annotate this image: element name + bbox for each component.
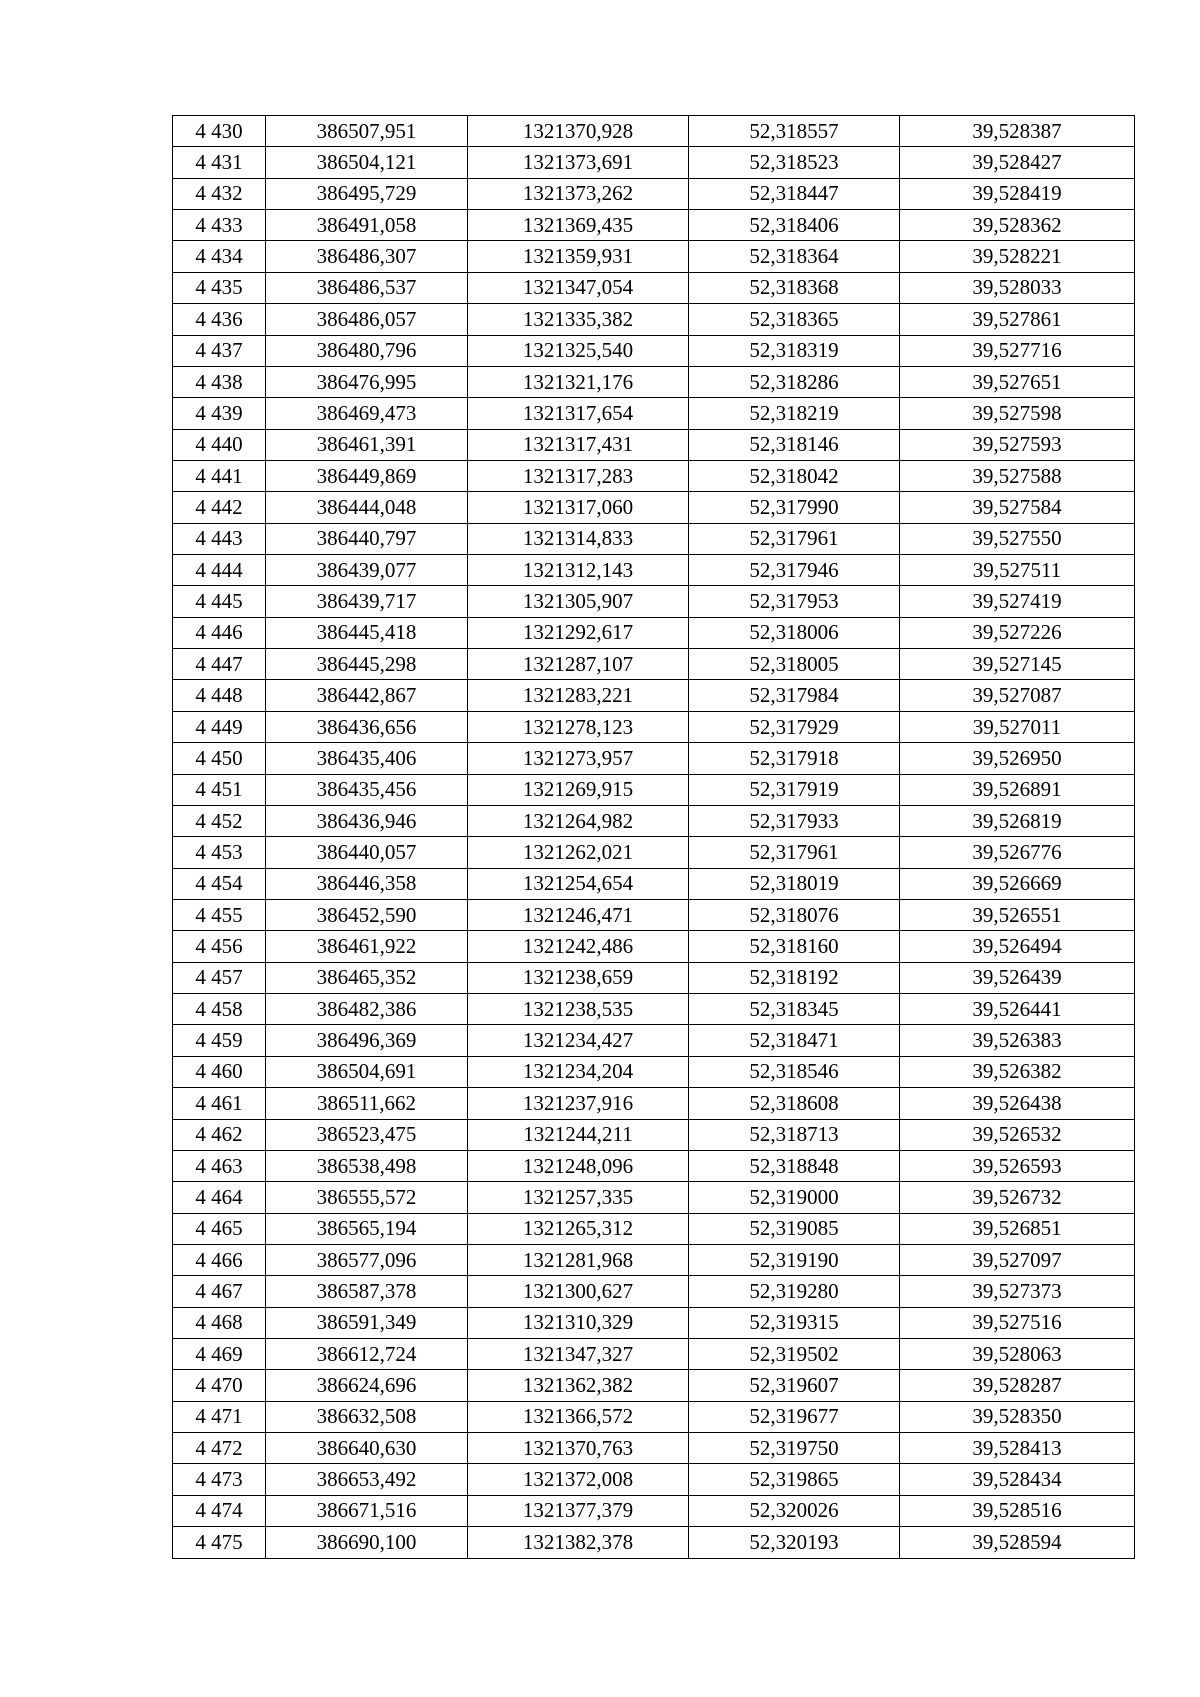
point-number-cell: 4 441 [173, 460, 266, 491]
y-coordinate-cell: 1321287,107 [468, 649, 689, 680]
latitude-cell: 52,318364 [689, 241, 900, 272]
point-number-cell: 4 457 [173, 962, 266, 993]
x-coordinate-cell: 386486,307 [266, 241, 468, 272]
longitude-cell: 39,527145 [900, 649, 1135, 680]
x-coordinate-cell: 386445,418 [266, 617, 468, 648]
point-number-cell: 4 474 [173, 1495, 266, 1526]
longitude-cell: 39,526441 [900, 994, 1135, 1025]
y-coordinate-cell: 1321369,435 [468, 210, 689, 241]
y-coordinate-cell: 1321265,312 [468, 1213, 689, 1244]
y-coordinate-cell: 1321269,915 [468, 774, 689, 805]
y-coordinate-cell: 1321335,382 [468, 304, 689, 335]
latitude-cell: 52,319502 [689, 1339, 900, 1370]
point-number-cell: 4 435 [173, 272, 266, 303]
y-coordinate-cell: 1321278,123 [468, 711, 689, 742]
point-number-cell: 4 459 [173, 1025, 266, 1056]
table-row [173, 398, 1135, 429]
x-coordinate-cell: 386690,100 [266, 1527, 468, 1558]
table-row [173, 210, 1135, 241]
longitude-cell: 39,528387 [900, 116, 1135, 147]
y-coordinate-cell: 1321305,907 [468, 586, 689, 617]
latitude-cell: 52,318219 [689, 398, 900, 429]
x-coordinate-cell: 386440,797 [266, 523, 468, 554]
y-coordinate-cell: 1321373,262 [468, 178, 689, 209]
x-coordinate-cell: 386523,475 [266, 1119, 468, 1150]
x-coordinate-cell: 386461,922 [266, 931, 468, 962]
table-row [173, 617, 1135, 648]
latitude-cell: 52,318076 [689, 899, 900, 930]
longitude-cell: 39,526494 [900, 931, 1135, 962]
table-row [173, 1182, 1135, 1213]
point-number-cell: 4 463 [173, 1150, 266, 1181]
longitude-cell: 39,527511 [900, 555, 1135, 586]
y-coordinate-cell: 1321254,654 [468, 868, 689, 899]
longitude-cell: 39,528434 [900, 1464, 1135, 1495]
longitude-cell: 39,528063 [900, 1339, 1135, 1370]
y-coordinate-cell: 1321283,221 [468, 680, 689, 711]
point-number-cell: 4 460 [173, 1056, 266, 1087]
point-number-cell: 4 446 [173, 617, 266, 648]
y-coordinate-cell: 1321321,176 [468, 366, 689, 397]
table-row [173, 460, 1135, 491]
longitude-cell: 39,527550 [900, 523, 1135, 554]
longitude-cell: 39,528516 [900, 1495, 1135, 1526]
latitude-cell: 52,318608 [689, 1088, 900, 1119]
point-number-cell: 4 434 [173, 241, 266, 272]
table-row [173, 1495, 1135, 1526]
longitude-cell: 39,528033 [900, 272, 1135, 303]
point-number-cell: 4 436 [173, 304, 266, 335]
latitude-cell: 52,318523 [689, 147, 900, 178]
longitude-cell: 39,527584 [900, 492, 1135, 523]
y-coordinate-cell: 1321347,327 [468, 1339, 689, 1370]
y-coordinate-cell: 1321325,540 [468, 335, 689, 366]
y-coordinate-cell: 1321314,833 [468, 523, 689, 554]
latitude-cell: 52,318042 [689, 460, 900, 491]
coordinates-table-body [173, 116, 1135, 1559]
table-row [173, 837, 1135, 868]
latitude-cell: 52,318447 [689, 178, 900, 209]
longitude-cell: 39,528419 [900, 178, 1135, 209]
y-coordinate-cell: 1321317,060 [468, 492, 689, 523]
longitude-cell: 39,527861 [900, 304, 1135, 335]
table-row [173, 1370, 1135, 1401]
latitude-cell: 52,317953 [689, 586, 900, 617]
y-coordinate-cell: 1321382,378 [468, 1527, 689, 1558]
latitude-cell: 52,319085 [689, 1213, 900, 1244]
latitude-cell: 52,319677 [689, 1401, 900, 1432]
longitude-cell: 39,526819 [900, 805, 1135, 836]
table-row [173, 711, 1135, 742]
latitude-cell: 52,319315 [689, 1307, 900, 1338]
point-number-cell: 4 447 [173, 649, 266, 680]
point-number-cell: 4 452 [173, 805, 266, 836]
x-coordinate-cell: 386624,696 [266, 1370, 468, 1401]
longitude-cell: 39,527598 [900, 398, 1135, 429]
table-row [173, 931, 1135, 962]
point-number-cell: 4 439 [173, 398, 266, 429]
x-coordinate-cell: 386491,058 [266, 210, 468, 241]
table-row [173, 1276, 1135, 1307]
point-number-cell: 4 432 [173, 178, 266, 209]
latitude-cell: 52,317929 [689, 711, 900, 742]
longitude-cell: 39,527087 [900, 680, 1135, 711]
table-row [173, 335, 1135, 366]
latitude-cell: 52,318365 [689, 304, 900, 335]
point-number-cell: 4 450 [173, 743, 266, 774]
table-row [173, 1088, 1135, 1119]
latitude-cell: 52,318848 [689, 1150, 900, 1181]
y-coordinate-cell: 1321248,096 [468, 1150, 689, 1181]
latitude-cell: 52,317933 [689, 805, 900, 836]
y-coordinate-cell: 1321373,691 [468, 147, 689, 178]
latitude-cell: 52,320026 [689, 1495, 900, 1526]
table-row [173, 1025, 1135, 1056]
table-row [173, 586, 1135, 617]
point-number-cell: 4 475 [173, 1527, 266, 1558]
x-coordinate-cell: 386476,995 [266, 366, 468, 397]
longitude-cell: 39,526383 [900, 1025, 1135, 1056]
y-coordinate-cell: 1321372,008 [468, 1464, 689, 1495]
y-coordinate-cell: 1321234,427 [468, 1025, 689, 1056]
x-coordinate-cell: 386577,096 [266, 1244, 468, 1275]
y-coordinate-cell: 1321300,627 [468, 1276, 689, 1307]
longitude-cell: 39,527716 [900, 335, 1135, 366]
point-number-cell: 4 430 [173, 116, 266, 147]
latitude-cell: 52,318286 [689, 366, 900, 397]
longitude-cell: 39,528287 [900, 1370, 1135, 1401]
latitude-cell: 52,317990 [689, 492, 900, 523]
latitude-cell: 52,318713 [689, 1119, 900, 1150]
longitude-cell: 39,527419 [900, 586, 1135, 617]
x-coordinate-cell: 386436,946 [266, 805, 468, 836]
latitude-cell: 52,317984 [689, 680, 900, 711]
point-number-cell: 4 453 [173, 837, 266, 868]
point-number-cell: 4 466 [173, 1244, 266, 1275]
y-coordinate-cell: 1321257,335 [468, 1182, 689, 1213]
longitude-cell: 39,526382 [900, 1056, 1135, 1087]
latitude-cell: 52,318319 [689, 335, 900, 366]
y-coordinate-cell: 1321317,431 [468, 429, 689, 460]
latitude-cell: 52,318006 [689, 617, 900, 648]
point-number-cell: 4 443 [173, 523, 266, 554]
table-row [173, 116, 1135, 147]
point-number-cell: 4 456 [173, 931, 266, 962]
table-row [173, 555, 1135, 586]
point-number-cell: 4 449 [173, 711, 266, 742]
latitude-cell: 52,318368 [689, 272, 900, 303]
x-coordinate-cell: 386565,194 [266, 1213, 468, 1244]
point-number-cell: 4 473 [173, 1464, 266, 1495]
y-coordinate-cell: 1321238,535 [468, 994, 689, 1025]
longitude-cell: 39,528427 [900, 147, 1135, 178]
table-row [173, 1527, 1135, 1558]
y-coordinate-cell: 1321273,957 [468, 743, 689, 774]
latitude-cell: 52,318546 [689, 1056, 900, 1087]
point-number-cell: 4 442 [173, 492, 266, 523]
point-number-cell: 4 468 [173, 1307, 266, 1338]
latitude-cell: 52,319607 [689, 1370, 900, 1401]
table-row [173, 774, 1135, 805]
point-number-cell: 4 465 [173, 1213, 266, 1244]
y-coordinate-cell: 1321362,382 [468, 1370, 689, 1401]
table-row [173, 272, 1135, 303]
y-coordinate-cell: 1321246,471 [468, 899, 689, 930]
x-coordinate-cell: 386486,537 [266, 272, 468, 303]
y-coordinate-cell: 1321377,379 [468, 1495, 689, 1526]
table-row [173, 805, 1135, 836]
table-row [173, 1150, 1135, 1181]
point-number-cell: 4 464 [173, 1182, 266, 1213]
x-coordinate-cell: 386671,516 [266, 1495, 468, 1526]
point-number-cell: 4 462 [173, 1119, 266, 1150]
point-number-cell: 4 448 [173, 680, 266, 711]
longitude-cell: 39,526851 [900, 1213, 1135, 1244]
y-coordinate-cell: 1321359,931 [468, 241, 689, 272]
x-coordinate-cell: 386482,386 [266, 994, 468, 1025]
longitude-cell: 39,526669 [900, 868, 1135, 899]
y-coordinate-cell: 1321347,054 [468, 272, 689, 303]
latitude-cell: 52,319750 [689, 1433, 900, 1464]
table-row [173, 1244, 1135, 1275]
table-row [173, 366, 1135, 397]
point-number-cell: 4 454 [173, 868, 266, 899]
x-coordinate-cell: 386436,656 [266, 711, 468, 742]
table-row [173, 1119, 1135, 1150]
x-coordinate-cell: 386612,724 [266, 1339, 468, 1370]
x-coordinate-cell: 386587,378 [266, 1276, 468, 1307]
longitude-cell: 39,528594 [900, 1527, 1135, 1558]
x-coordinate-cell: 386555,572 [266, 1182, 468, 1213]
x-coordinate-cell: 386461,391 [266, 429, 468, 460]
x-coordinate-cell: 386446,358 [266, 868, 468, 899]
table-row [173, 1307, 1135, 1338]
x-coordinate-cell: 386465,352 [266, 962, 468, 993]
y-coordinate-cell: 1321244,211 [468, 1119, 689, 1150]
longitude-cell: 39,527226 [900, 617, 1135, 648]
x-coordinate-cell: 386445,298 [266, 649, 468, 680]
longitude-cell: 39,526891 [900, 774, 1135, 805]
x-coordinate-cell: 386504,691 [266, 1056, 468, 1087]
y-coordinate-cell: 1321292,617 [468, 617, 689, 648]
longitude-cell: 39,528362 [900, 210, 1135, 241]
x-coordinate-cell: 386452,590 [266, 899, 468, 930]
table-row [173, 1056, 1135, 1087]
latitude-cell: 52,319190 [689, 1244, 900, 1275]
y-coordinate-cell: 1321237,916 [468, 1088, 689, 1119]
longitude-cell: 39,527373 [900, 1276, 1135, 1307]
x-coordinate-cell: 386435,406 [266, 743, 468, 774]
y-coordinate-cell: 1321242,486 [468, 931, 689, 962]
x-coordinate-cell: 386486,057 [266, 304, 468, 335]
longitude-cell: 39,526438 [900, 1088, 1135, 1119]
latitude-cell: 52,319865 [689, 1464, 900, 1495]
y-coordinate-cell: 1321317,654 [468, 398, 689, 429]
table-row [173, 1339, 1135, 1370]
table-row [173, 1401, 1135, 1432]
point-number-cell: 4 438 [173, 366, 266, 397]
latitude-cell: 52,318192 [689, 962, 900, 993]
point-number-cell: 4 469 [173, 1339, 266, 1370]
y-coordinate-cell: 1321310,329 [468, 1307, 689, 1338]
longitude-cell: 39,526439 [900, 962, 1135, 993]
table-row [173, 1433, 1135, 1464]
x-coordinate-cell: 386640,630 [266, 1433, 468, 1464]
longitude-cell: 39,526551 [900, 899, 1135, 930]
longitude-cell: 39,526950 [900, 743, 1135, 774]
latitude-cell: 52,318019 [689, 868, 900, 899]
x-coordinate-cell: 386440,057 [266, 837, 468, 868]
table-row [173, 868, 1135, 899]
longitude-cell: 39,526732 [900, 1182, 1135, 1213]
x-coordinate-cell: 386504,121 [266, 147, 468, 178]
latitude-cell: 52,317961 [689, 837, 900, 868]
x-coordinate-cell: 386538,498 [266, 1150, 468, 1181]
y-coordinate-cell: 1321281,968 [468, 1244, 689, 1275]
point-number-cell: 4 467 [173, 1276, 266, 1307]
y-coordinate-cell: 1321312,143 [468, 555, 689, 586]
y-coordinate-cell: 1321264,982 [468, 805, 689, 836]
x-coordinate-cell: 386449,869 [266, 460, 468, 491]
latitude-cell: 52,320193 [689, 1527, 900, 1558]
latitude-cell: 52,319000 [689, 1182, 900, 1213]
longitude-cell: 39,526593 [900, 1150, 1135, 1181]
latitude-cell: 52,317961 [689, 523, 900, 554]
longitude-cell: 39,527651 [900, 366, 1135, 397]
y-coordinate-cell: 1321366,572 [468, 1401, 689, 1432]
y-coordinate-cell: 1321370,763 [468, 1433, 689, 1464]
x-coordinate-cell: 386632,508 [266, 1401, 468, 1432]
point-number-cell: 4 471 [173, 1401, 266, 1432]
point-number-cell: 4 444 [173, 555, 266, 586]
longitude-cell: 39,528221 [900, 241, 1135, 272]
table-row [173, 1213, 1135, 1244]
point-number-cell: 4 470 [173, 1370, 266, 1401]
point-number-cell: 4 445 [173, 586, 266, 617]
table-row [173, 178, 1135, 209]
point-number-cell: 4 431 [173, 147, 266, 178]
x-coordinate-cell: 386511,662 [266, 1088, 468, 1119]
table-row [173, 1464, 1135, 1495]
table-row [173, 680, 1135, 711]
table-row [173, 304, 1135, 335]
point-number-cell: 4 461 [173, 1088, 266, 1119]
y-coordinate-cell: 1321238,659 [468, 962, 689, 993]
table-row [173, 429, 1135, 460]
y-coordinate-cell: 1321234,204 [468, 1056, 689, 1087]
longitude-cell: 39,528350 [900, 1401, 1135, 1432]
point-number-cell: 4 437 [173, 335, 266, 366]
longitude-cell: 39,526532 [900, 1119, 1135, 1150]
latitude-cell: 52,317946 [689, 555, 900, 586]
point-number-cell: 4 433 [173, 210, 266, 241]
x-coordinate-cell: 386439,077 [266, 555, 468, 586]
table-row [173, 743, 1135, 774]
x-coordinate-cell: 386495,729 [266, 178, 468, 209]
x-coordinate-cell: 386591,349 [266, 1307, 468, 1338]
latitude-cell: 52,318345 [689, 994, 900, 1025]
longitude-cell: 39,527011 [900, 711, 1135, 742]
table-row [173, 994, 1135, 1025]
point-number-cell: 4 472 [173, 1433, 266, 1464]
longitude-cell: 39,527588 [900, 460, 1135, 491]
latitude-cell: 52,318146 [689, 429, 900, 460]
y-coordinate-cell: 1321317,283 [468, 460, 689, 491]
x-coordinate-cell: 386507,951 [266, 116, 468, 147]
point-number-cell: 4 440 [173, 429, 266, 460]
longitude-cell: 39,527593 [900, 429, 1135, 460]
point-number-cell: 4 458 [173, 994, 266, 1025]
latitude-cell: 52,317919 [689, 774, 900, 805]
table-row [173, 147, 1135, 178]
latitude-cell: 52,318005 [689, 649, 900, 680]
longitude-cell: 39,527516 [900, 1307, 1135, 1338]
x-coordinate-cell: 386444,048 [266, 492, 468, 523]
longitude-cell: 39,526776 [900, 837, 1135, 868]
x-coordinate-cell: 386653,492 [266, 1464, 468, 1495]
x-coordinate-cell: 386469,473 [266, 398, 468, 429]
y-coordinate-cell: 1321262,021 [468, 837, 689, 868]
longitude-cell: 39,528413 [900, 1433, 1135, 1464]
table-row [173, 899, 1135, 930]
latitude-cell: 52,317918 [689, 743, 900, 774]
x-coordinate-cell: 386439,717 [266, 586, 468, 617]
table-row [173, 649, 1135, 680]
latitude-cell: 52,319280 [689, 1276, 900, 1307]
table-row [173, 523, 1135, 554]
latitude-cell: 52,318471 [689, 1025, 900, 1056]
coordinates-table [172, 115, 1135, 1559]
latitude-cell: 52,318160 [689, 931, 900, 962]
x-coordinate-cell: 386480,796 [266, 335, 468, 366]
latitude-cell: 52,318406 [689, 210, 900, 241]
y-coordinate-cell: 1321370,928 [468, 116, 689, 147]
table-row [173, 241, 1135, 272]
longitude-cell: 39,527097 [900, 1244, 1135, 1275]
table-row [173, 962, 1135, 993]
latitude-cell: 52,318557 [689, 116, 900, 147]
x-coordinate-cell: 386442,867 [266, 680, 468, 711]
point-number-cell: 4 451 [173, 774, 266, 805]
x-coordinate-cell: 386496,369 [266, 1025, 468, 1056]
point-number-cell: 4 455 [173, 899, 266, 930]
table-row [173, 492, 1135, 523]
x-coordinate-cell: 386435,456 [266, 774, 468, 805]
